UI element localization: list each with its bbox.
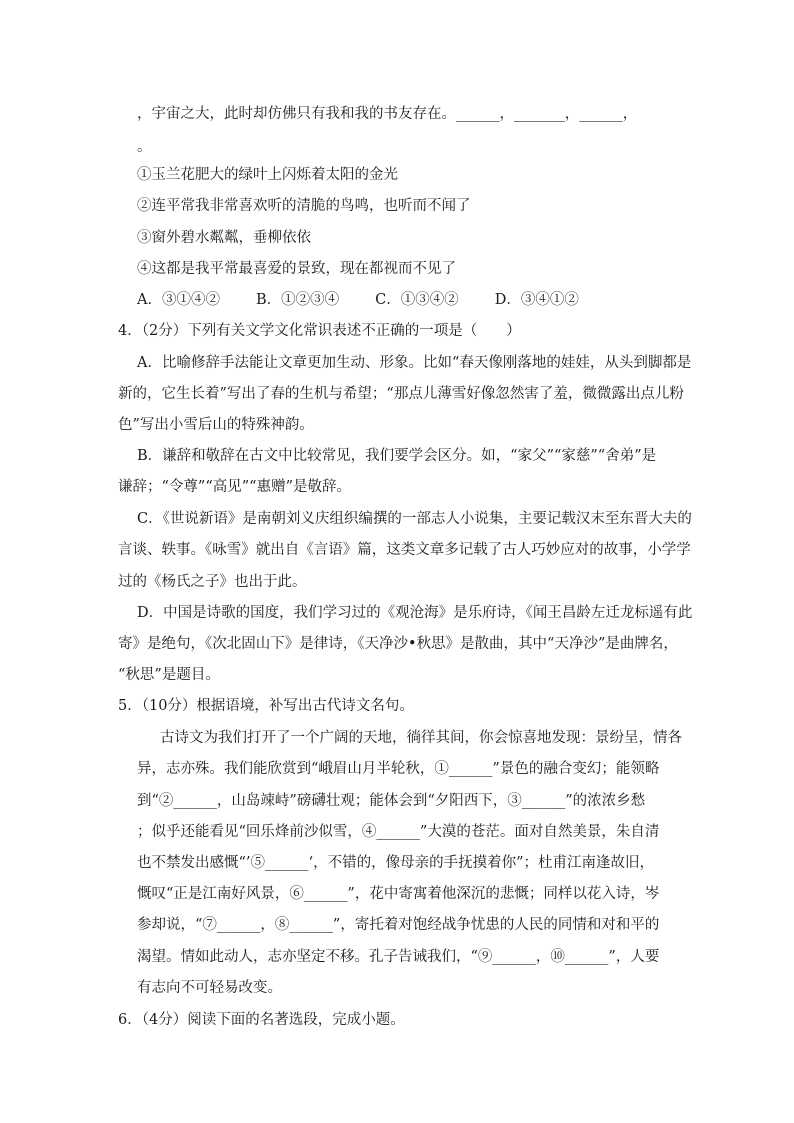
q4-option-b-line1: B．谦辞和敬辞在古文中比较常见，我们要学会区分。如，“家父”“家慈”“舍弟”是 xyxy=(137,448,657,464)
choice-a[interactable]: A．③①④② xyxy=(137,292,220,308)
q5-passage-line9: 有志向不可轻易改变。 xyxy=(137,980,282,996)
sentence-option-4: ④这都是我平常最喜爱的景致，现在都视而不见了 xyxy=(137,261,456,277)
sentence-option-3: ③窗外碧水粼粼，垂柳依依 xyxy=(137,230,311,246)
q5-passage-line2: 异，志亦殊。我们能欣赏到“峨眉山月半轮秋，①______”景色的融合变幻；能领略 xyxy=(137,761,660,777)
q4-option-b-line2: 谦辞；“令尊”“高见”“惠赠”是敬辞。 xyxy=(118,479,351,495)
q4-option-c-line2: 言谈、轶事。《咏雪》就出自《言语》篇，这类文章多记载了古人巧妙应对的故事，小学学 xyxy=(118,542,691,558)
q4-option-a-line1: A．比喻修辞手法能让文章更加生动、形象。比如“春天像刚落地的娃娃，从头到脚都是 xyxy=(137,355,692,371)
q5-passage-line6: 慨叹“正是江南好风景，⑥______”，花中寄寓着他深沉的悲慨；同样以花入诗，岑 xyxy=(137,886,660,902)
choice-d[interactable]: D．③④①② xyxy=(494,292,579,308)
q4-option-a-line3: 色”写出小雪后山的特殊神韵。 xyxy=(118,417,314,433)
sentence-option-1: ①玉兰花肥大的绿叶上闪烁着太阳的金光 xyxy=(137,167,398,183)
q5-passage-line7: 参却说，“⑦______，⑧______”，寄托着对饱经战争忧患的人民的同情和对和平的 xyxy=(137,917,660,933)
q5-passage-line3: 到“②______，山岛竦峙”磅礴壮观；能体会到“夕阳西下，③______”的浓浓乡愁 xyxy=(137,793,646,809)
choice-b[interactable]: B．①②③④ xyxy=(255,292,340,308)
question-4-title: 4．（2分）下列有关文学文化常识表述不正确的一项是（ ） xyxy=(118,323,521,339)
question-5-title: 5．（10分）根据语境，补写出古代诗文名句。 xyxy=(118,698,414,714)
q4-option-d-line1: D．中国是诗歌的国度，我们学习过的《观沧海》是乐府诗，《闻王昌龄左迁龙标遥有此 xyxy=(137,605,693,621)
q5-passage-line4: ；似乎还能看见“回乐烽前沙似雪，④______”大漠的苍茫。面对自然美景，朱自清 xyxy=(137,824,660,840)
q4-option-d-line3: “秋思”是题目。 xyxy=(118,667,220,683)
q5-passage-line5: 也不禁发出感慨“’⑤______‘，不错的，像母亲的手抚摸着你”；杜甫江南逢故旧， xyxy=(137,855,655,871)
sentence-option-2: ②连平常我非常喜欢听的清脆的鸟鸣，也听而不闻了 xyxy=(137,198,471,214)
q4-option-d-line2: 寄》是绝句，《次北固山下》是律诗，《天净沙•秋思》是散曲，其中“天净沙”是曲牌名， xyxy=(118,636,678,652)
passage-continuation: ，宇宙之大，此时却仿佛只有我和我的书友存在。______，_______，______， xyxy=(137,106,638,122)
choice-c[interactable]: C．①③④② xyxy=(375,292,459,308)
question-6-title: 6．（4分）阅读下面的名著选段，完成小题。 xyxy=(118,1012,405,1028)
q4-option-a-line2: 新的，它生长着”写出了春的生机与希望；“那点儿薄雪好像忽然害了羞，微微露出点儿粉 xyxy=(118,386,684,402)
q5-passage-line8: 渴望。情如此动人，志亦坚定不移。孔子告诫我们，“⑨______，⑩______”，人要 xyxy=(137,949,660,965)
q5-passage-line1: 古诗文为我们打开了一个广阔的天地，徜徉其间，你会惊喜地发现：景纷呈，情各 xyxy=(160,730,682,746)
q4-option-c-line1: C．《世说新语》是南朝刘义庆组织编撰的一部志人小说集，主要记载汉末至东晋大夫的 xyxy=(137,511,692,527)
q4-option-c-line3: 过的《杨氏之子》也出于此。 xyxy=(118,574,307,590)
answer-choices-q3 xyxy=(137,291,615,309)
passage-end-period: 。 xyxy=(137,139,152,155)
